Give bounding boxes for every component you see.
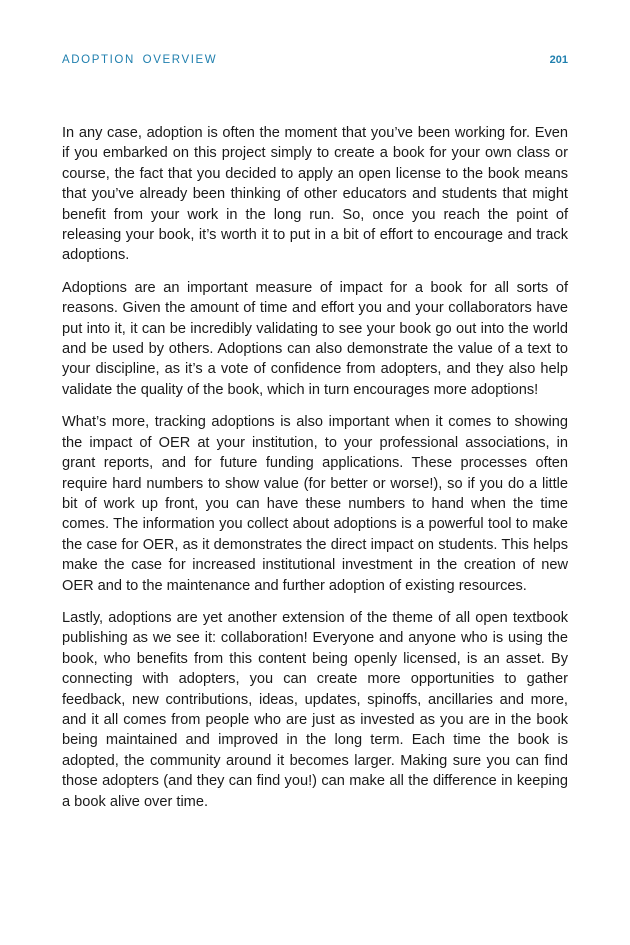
running-title: ADOPTION OVERVIEW (62, 54, 218, 66)
running-header (62, 54, 568, 72)
body-text (62, 123, 568, 824)
paragraph-adoption-moment: In any case, adoption is often the moment that you’ve been working for. Even if you embarked on this project simply to create a book for your own class or course, the fact that you decided to apply an open license to the book means that you’ve already been thinking of other educators and students that might benefit from your work in the long run. So, once you reach the point of releasing your book, it’s worth it to put in a bit of effort to encourage and track adoptions. (62, 125, 568, 264)
page-number: 201 (549, 54, 568, 66)
paragraph-collaboration: Lastly, adoptions are yet another extension of the theme of all open textbook publishing as we see it: collaboration! Everyone and anyone who is using the book, who benefits from this content being openly licensed, is an asset. By connecting with adopters, you can create more opportunities to gather feedback, new contributions, ideas, updates, spinoffs, ancillaries and more, and it all comes from people who are just as invested as you are in the book being maintained and improved in the long term. Each time the book is adopted, the community around it becomes larger. Making sure you can find those adopters (and they can find you!) can make all the difference in keeping a book alive over time. (62, 609, 568, 810)
paragraph-measure-of-impact: Adoptions are an important measure of impact for a book for all sorts of reasons. Given the amount of time and effort you and your collaborators have put into it, it can be incredibly validating to see your book go out into the world and be used by others. Adoptions can also demonstrate the value of a text to your discipline, as it’s a vote of confidence from adopters, and they also help validate the quality of the book, which in turn encourages more adoptions! (62, 279, 568, 398)
paragraph-tracking-adoptions: What’s more, tracking adoptions is also important when it comes to showing the impact of OER at your institution, to your professional associations, in grant reports, and for future funding applications. These processes often require hard numbers to show value (for better or worse!), so if you do a little bit of work up front, you can have these numbers to hand when the time comes. The information you collect about adoptions is a powerful tool to make the case for OER, as it demonstrates the direct impact on students. This helps make the case for increased institutional investment in the creation of new OER and to the maintenance and further adoption of existing resources. (62, 414, 568, 594)
